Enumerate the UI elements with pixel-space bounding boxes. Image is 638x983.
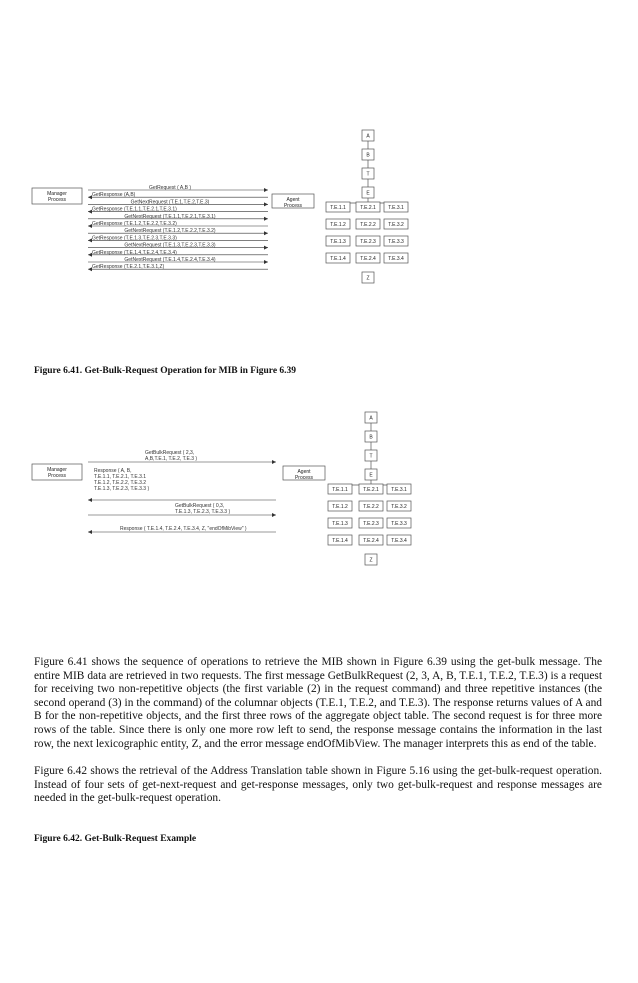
message-label: GetResponse (T.E.2.1,T.E.3.1,Z) [92, 264, 165, 271]
tree-leaf-label: T.E.1.4 [332, 538, 348, 544]
manager-process-box-label: Process [47, 197, 67, 203]
tree-leaf-label: T.E.2.4 [360, 256, 376, 262]
figure-caption-6-41: Figure 6.41. Get-Bulk-Request Operation for MIB in Figure 6.39 [34, 366, 297, 376]
tree-leaf-label: T.E.2.2 [360, 222, 376, 228]
message-label: T.E.1.1, T.E.2.1, T.E.3.1 [94, 474, 147, 480]
figure-6-42 [0, 400, 638, 620]
tree-node-label: T [369, 453, 373, 460]
arrow-head [264, 260, 268, 264]
sequence-diagram-2 [0, 400, 638, 620]
message-label: T.E.1.2, T.E.2.2, T.E.3.2 [94, 480, 147, 486]
arrow-head [264, 202, 268, 206]
tree-node-label: Z [369, 557, 373, 564]
tree-leaf-label: T.E.2.3 [363, 521, 379, 527]
tree-leaf-label: T.E.2.3 [360, 239, 376, 245]
message-label: GetResponse (T.E.1.1,T.E.2.1,T.E.3.1) [92, 206, 177, 213]
message-label: T.E.1.3, T.E.2.3, T.E.3.3 ) [175, 509, 231, 515]
tree-leaf-label: T.E.1.1 [332, 487, 348, 493]
tree-node-label: A [366, 133, 370, 140]
tree-leaf-label: T.E.3.4 [391, 538, 407, 544]
sequence-diagram-1 [0, 118, 638, 303]
agent-process-box-label: Agent [297, 469, 311, 475]
tree-leaf-label: T.E.1.2 [330, 222, 346, 228]
arrow-head [264, 231, 268, 235]
tree-leaf-label: T.E.1.4 [330, 256, 346, 262]
body-paragraph-1: Figure 6.41 shows the sequence of operations to retrieve the MIB shown in Figure 6.39 using the get-bulk message. The entire MIB data are retrieved in two requests. The first message GetBulkRequest (2, 3, A, B, T.E.1, T.E.2, T.E.3) is a request for receiving two non-repetitive objects (the first variable (2) in the request command) and three repetitive instances (the second operand (3) in the command) of the columnar objects (T.E.1, T.E.2, and T.E.3). The response returns values of A and B for the non-repetitive objects, and the first three rows of the aggregate object table. The second request is for three more rows of the table. Since there is only one more row left to send, the response message contains the information in the last row, the next lexicographic entity, Z, and the error message endOfMibView. The manager interprets this as end of the table. [34, 656, 602, 750]
arrow-head [264, 217, 268, 221]
tree-node-label: B [369, 434, 373, 441]
tree-leaf-label: T.E.2.2 [363, 504, 379, 510]
tree-leaf-label: T.E.2.4 [363, 538, 379, 544]
arrow-head [88, 498, 92, 502]
message-label: GetResponse (T.E.1.4,T.E.2.4,T.E.3.4) [92, 249, 177, 256]
message-label: T.E.1.3, T.E.2.3, T.E.3.3 ) [94, 486, 150, 492]
agent-process-box-label: Process [283, 203, 303, 209]
figure-caption-6-42: Figure 6.42. Get-Bulk-Request Example [34, 834, 197, 844]
agent-process-box-label: Process [294, 475, 314, 481]
figure-6-41 [0, 118, 638, 303]
tree-leaf-label: T.E.3.1 [391, 487, 407, 493]
message-label: A,B,T.E.1, T.E.2, T.E.3 ) [145, 456, 198, 462]
tree-leaf-label: T.E.3.3 [388, 239, 404, 245]
manager-process-box-label: Process [47, 473, 67, 479]
tree-leaf-label: T.E.3.4 [388, 256, 404, 262]
arrow-head [88, 530, 92, 534]
tree-node-label: B [366, 152, 370, 159]
message-label: GetNextRequest (T.E.1.2,T.E.2.2,T.E.3.2) [124, 228, 216, 235]
tree-leaf-label: T.E.1.2 [332, 504, 348, 510]
manager-process-box-label: Manager [47, 191, 67, 197]
message-label: GetResponse (T.E.1.2,T.E.2.2,T.E.3.2) [92, 221, 177, 227]
message-label: GetResponse (A,B) [92, 192, 136, 199]
arrow-head [264, 246, 268, 250]
message-label: GetRequest ( A,B ) [149, 185, 191, 191]
message-label: GetBulkRequest ( 0,3, [175, 503, 225, 509]
arrow-head [272, 460, 276, 464]
tree-leaf-label: T.E.1.3 [330, 239, 346, 245]
message-label: GetNextRequest (T.E.1.1,T.E.2.1,T.E.3.1) [124, 213, 216, 220]
message-label: GetBulkRequest ( 2,3, [145, 450, 195, 456]
message-label: GetNextRequest (T.E.1.3,T.E.2.3,T.E.3.3) [124, 242, 216, 249]
message-label: GetNextRequest (T.E.1.4,T.E.2.4,T.E.3.4) [124, 257, 216, 263]
tree-leaf-label: T.E.2.1 [360, 205, 376, 211]
tree-node-label: Z [366, 275, 370, 282]
tree-leaf-label: T.E.1.1 [330, 205, 346, 211]
tree-leaf-label: T.E.2.1 [363, 487, 379, 493]
manager-process-box-label: Manager [47, 467, 67, 473]
message-label: Response ( A, B, [94, 468, 132, 474]
tree-node-label: E [369, 472, 373, 479]
tree-leaf-label: T.E.3.2 [391, 504, 407, 510]
tree-leaf-label: T.E.3.1 [388, 205, 404, 211]
arrow-head [264, 188, 268, 192]
agent-process-box-label: Agent [286, 197, 300, 203]
tree-leaf-label: T.E.1.3 [332, 521, 348, 527]
message-label: Response ( T.E.1.4, T.E.2.4, T.E.3.4, Z, "endOfMibView" ) [120, 526, 247, 532]
tree-node-label: T [366, 171, 370, 178]
tree-node-label: E [366, 190, 370, 197]
arrow-head [272, 513, 276, 517]
message-label: GetNextRequest (T.E.1,T.E.2,T.E.3) [130, 199, 210, 206]
tree-leaf-label: T.E.3.3 [391, 521, 407, 527]
message-label: GetResponse (T.E.1.3,T.E.2.3,T.E.3.3) [92, 235, 177, 242]
tree-leaf-label: T.E.3.2 [388, 222, 404, 228]
body-paragraph-2: Figure 6.42 shows the retrieval of the Address Translation table shown in Figure 5.16 using the get-bulk-request operation. Instead of four sets of get-next-request and get-response messages, only two get-bulk-request and response messages are needed in the get-bulk-request operation. [34, 765, 602, 805]
tree-node-label: A [369, 415, 373, 422]
